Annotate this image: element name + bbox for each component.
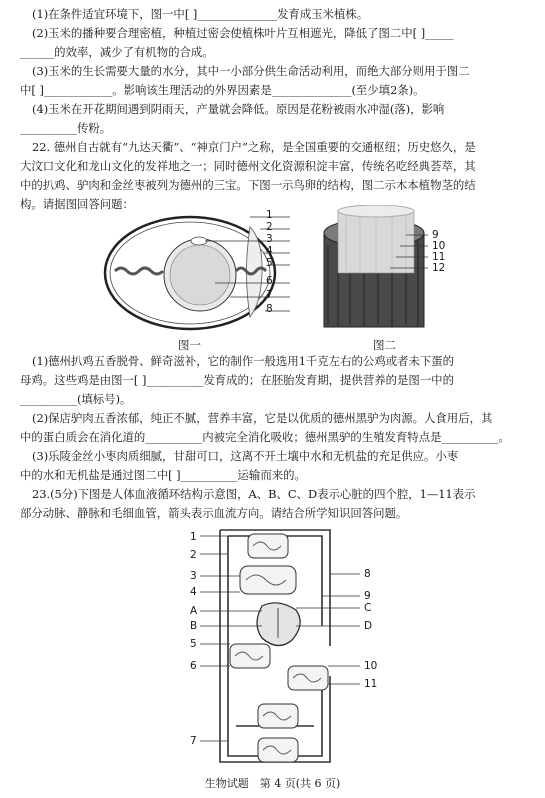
q22-part2-line2: 中的蛋白质会在消化道的__________内被完全消化吸收；德州黑驴的生殖发育特点是__________。 <box>20 430 510 444</box>
stem-label-11: 11 <box>432 251 446 263</box>
egg-label-3: 3 <box>266 233 273 245</box>
circ-label-11: 11 <box>364 678 378 690</box>
egg-label-7: 7 <box>266 289 273 301</box>
egg-diagram <box>100 205 290 335</box>
q22-part3-line2: 中的水和无机盐是通过图二中[ ]__________运输而来的。 <box>20 468 306 482</box>
q22-part1-line3: __________(填标号)。 <box>20 392 132 406</box>
egg-label-8: 8 <box>266 303 273 315</box>
q22-intro-line1: 22. 德州自古就有“九达天衢”、“神京门户”之称，是全国重要的交通枢纽；历史悠久，是 <box>32 140 476 154</box>
circ-label-5: 5 <box>190 638 197 650</box>
q22-part3-line1: (3)乐陵金丝小枣肉质细腻，甘甜可口，这离不开土壤中水和无机盐的充足供应。小枣 <box>32 449 459 463</box>
stem-label-10: 10 <box>432 240 446 252</box>
stem-label-12: 12 <box>432 262 446 274</box>
circ-label-B: B <box>190 620 198 632</box>
circ-label-2: 2 <box>190 549 197 561</box>
q21-part3-line1: (3)玉米的生长需要大量的水分，其中一小部分供生命活动利用，而绝大部分则用于图二 <box>32 64 470 78</box>
q21-part4-line2: __________传粉。 <box>20 121 112 135</box>
circ-label-3: 3 <box>190 570 197 582</box>
q23-intro-line2: 部分动脉、静脉和毛细血管，箭头表示血流方向。请结合所学知识回答问题。 <box>20 506 408 520</box>
circ-label-7: 7 <box>190 735 197 747</box>
circ-label-D: D <box>364 620 373 632</box>
q21-part3-line2: 中[ ]____________。影响该生理活动的外界因素是______________(至少填2条)。 <box>20 83 425 97</box>
q23-intro-line1: 23.(5分)下图是人体血液循环结构示意图，A、B、C、D表示心脏的四个腔，1—11表示 <box>32 487 476 501</box>
circ-label-A: A <box>190 605 198 617</box>
q22-part2-line1: (2)保店驴肉五香浓郁，纯正不腻，营养丰富，它是以优质的德州黑驴为肉源。人食用后，其 <box>32 411 493 425</box>
q21-part1: (1)在条件适宜环境下，图一中[ ]______________发育成玉米植株。 <box>32 7 369 21</box>
q22-part1-line2: 母鸡。这些鸡是由图一[ ]__________发育成的；在胚胎发育期，提供营养的是图一中的 <box>20 373 454 387</box>
circ-label-8: 8 <box>364 568 371 580</box>
circulation-diagram <box>200 526 360 776</box>
circ-label-1: 1 <box>190 531 197 543</box>
q22-part1-line1: (1)德州扒鸡五香脱骨、鲜奇滋补，它的制作一般选用1千克左右的公鸡或者未下蛋的 <box>32 354 455 368</box>
circ-label-10: 10 <box>364 660 378 672</box>
stem-label-9: 9 <box>432 229 439 241</box>
page-footer: 生物试题 第 4 页(共 6 页) <box>204 777 341 790</box>
egg-label-5: 5 <box>266 257 273 269</box>
figure1-caption: 图一 <box>178 338 201 352</box>
q22-intro-line4: 构。请据图回答问题： <box>20 197 134 211</box>
egg-label-4: 4 <box>266 245 273 257</box>
egg-label-1: 1 <box>266 209 273 221</box>
q22-intro-line3: 中的扒鸡、驴肉和金丝枣被列为德州的三宝。下图一示鸟卵的结构，图二示木本植物茎的结 <box>20 178 476 192</box>
figure2-caption: 图二 <box>373 338 396 352</box>
q22-intro-line2: 大汶口文化和龙山文化的发祥地之一；同时德州文化资源积淀丰富，传统名吃经典荟萃，其 <box>20 159 476 173</box>
circ-label-6: 6 <box>190 660 197 672</box>
circ-label-4: 4 <box>190 586 197 598</box>
egg-label-6: 6 <box>266 275 273 287</box>
q21-part2-line1: (2)玉米的播种要合理密植，种植过密会使植株叶片互相遮光，降低了图二中[ ]_____ <box>32 26 454 40</box>
q21-part2-line2: ______的效率，减少了有机物的合成。 <box>20 45 214 59</box>
circ-label-C: C <box>364 602 372 614</box>
circ-label-9: 9 <box>364 590 371 602</box>
q21-part4-line1: (4)玉米在开花期间遇到阴雨天，产量就会降低。原因是花粉被雨水冲湿(落)，影响 <box>32 102 445 116</box>
egg-label-2: 2 <box>266 221 273 233</box>
